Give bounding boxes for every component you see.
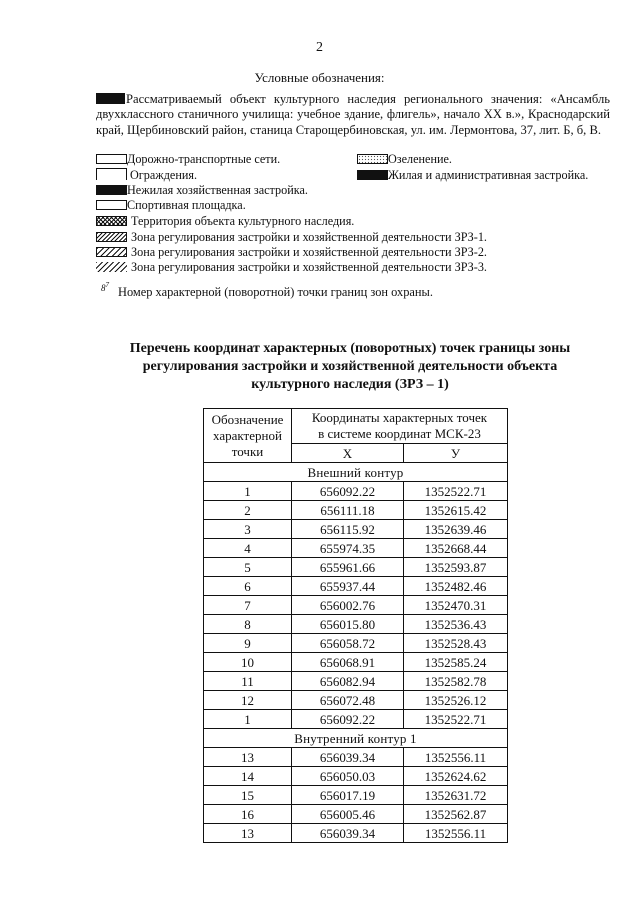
legend-item-zrz3 [96, 260, 487, 274]
residential-swatch-icon [357, 170, 388, 180]
y-coordinate-cell: 1352536.43 [404, 615, 508, 634]
header-point-cell: Обозначение характерной точки [204, 409, 292, 463]
legend-item-zrz1 [96, 230, 487, 244]
x-coordinate-cell: 656092.22 [292, 482, 404, 501]
point-number-cell: 13 [204, 748, 292, 767]
territory-swatch-icon [96, 216, 127, 226]
legend-label: Ограждения. [130, 168, 198, 182]
table-row [204, 520, 508, 539]
legend-label: Спортивная площадка. [127, 198, 246, 212]
point-number-cell: 1 [204, 482, 292, 501]
table-row [204, 501, 508, 520]
y-coordinate-cell: 1352585.24 [404, 653, 508, 672]
header-y: У [404, 444, 508, 463]
legend-item-nonresidential [96, 183, 308, 197]
point-number-cell: 12 [204, 691, 292, 710]
page-number: 2 [316, 40, 323, 55]
table-row [204, 558, 508, 577]
table-row [204, 824, 508, 843]
x-coordinate-cell: 656039.34 [292, 748, 404, 767]
inner-contour-section [204, 729, 508, 748]
legend-item-greenery [357, 152, 452, 166]
x-coordinate-cell: 656005.46 [292, 805, 404, 824]
y-coordinate-cell: 1352624.62 [404, 767, 508, 786]
x-coordinate-cell: 656050.03 [292, 767, 404, 786]
legend-item-territory [96, 214, 354, 228]
point-number-description: Номер характерной (поворотной) точки границ зон охраны. [118, 285, 433, 299]
x-coordinate-cell: 656015.80 [292, 615, 404, 634]
object-description: Рассматриваемый объект культурного наследия регионального значения: «Ансамбль двухклассного станичного училища: учебное здание, флигель», начало XX в.», Краснодарский край, Щербиновский район, станица Старощербиновская, ул. им. Лермонтова, 37, лит. Б, б, В. [96, 92, 610, 137]
y-coordinate-cell: 1352528.43 [404, 634, 508, 653]
point-number-cell: 4 [204, 539, 292, 558]
y-coordinate-cell: 1352526.12 [404, 691, 508, 710]
sports-swatch-icon [96, 200, 127, 210]
x-coordinate-cell: 656111.18 [292, 501, 404, 520]
legend-label: Дорожно-транспортные сети. [127, 152, 281, 166]
legend-item-residential [357, 168, 588, 182]
table-row [204, 805, 508, 824]
point-number-cell: 6 [204, 577, 292, 596]
point-number-cell: 1 [204, 710, 292, 729]
table-row [204, 539, 508, 558]
section-label: Внутренний контур 1 [204, 729, 508, 748]
table-row [204, 634, 508, 653]
table-row [204, 710, 508, 729]
x-coordinate-cell: 656058.72 [292, 634, 404, 653]
y-coordinate-cell: 1352556.11 [404, 748, 508, 767]
x-coordinate-cell: 656002.76 [292, 596, 404, 615]
table-row [204, 767, 508, 786]
zrz1-swatch-icon [96, 232, 127, 242]
y-coordinate-cell: 1352639.46 [404, 520, 508, 539]
legend-label: Озеленение. [388, 152, 452, 166]
y-coordinate-cell: 1352482.46 [404, 577, 508, 596]
heading-line-3: культурного наследия (ЗРЗ – 1) [251, 377, 449, 392]
legend-label: Территория объекта культурного наследия. [131, 214, 355, 228]
legend-title: Условные обозначения: [254, 70, 385, 85]
x-coordinate-cell: 656082.94 [292, 672, 404, 691]
roads-swatch-icon [96, 154, 127, 164]
point-number-cell: 8 [204, 615, 292, 634]
heading-line-2: регулирования застройки и хозяйственной деятельности объекта [142, 359, 558, 374]
legend-label: Нежилая хозяйственная застройка. [127, 183, 308, 197]
y-coordinate-cell: 1352522.71 [404, 710, 508, 729]
header-coords-cell: Координаты характерных точек в системе координат МСК-23 [292, 409, 508, 444]
x-coordinate-cell: 655937.44 [292, 577, 404, 596]
table-row [204, 691, 508, 710]
x-coordinate-cell: 655974.35 [292, 539, 404, 558]
zrz3-swatch-icon [96, 262, 127, 272]
legend-item-roads [96, 152, 280, 166]
coordinates-table [203, 408, 508, 843]
object-swatch-icon [96, 93, 125, 104]
legend-item-zrz2 [96, 245, 487, 259]
y-coordinate-cell: 1352593.87 [404, 558, 508, 577]
y-coordinate-cell: 1352522.71 [404, 482, 508, 501]
point-number-cell: 11 [204, 672, 292, 691]
zrz2-swatch-icon [96, 247, 127, 257]
outer-contour-section [204, 463, 508, 482]
table-row [204, 615, 508, 634]
y-coordinate-cell: 1352668.44 [404, 539, 508, 558]
nonresidential-swatch-icon [96, 185, 127, 195]
header-x: Х [292, 444, 404, 463]
point-number-cell: 3 [204, 520, 292, 539]
greenery-swatch-icon [357, 154, 388, 164]
legend-item-sports [96, 198, 246, 212]
legend-item-fences [96, 168, 197, 182]
heading-line-1: Перечень координат характерных (поворотных) точек границы зоны [129, 341, 571, 356]
table-row [204, 482, 508, 501]
y-coordinate-cell: 1352631.72 [404, 786, 508, 805]
x-coordinate-cell: 656068.91 [292, 653, 404, 672]
table-row [204, 653, 508, 672]
x-coordinate-cell: 656092.22 [292, 710, 404, 729]
legend-label: Жилая и административная застройка. [388, 168, 589, 182]
legend-label: Зона регулирования застройки и хозяйственной деятельности ЗРЗ-2. [131, 245, 487, 259]
legend-label: Зона регулирования застройки и хозяйственной деятельности ЗРЗ-3. [131, 260, 487, 274]
x-coordinate-cell: 656039.34 [292, 824, 404, 843]
y-coordinate-cell: 1352556.11 [404, 824, 508, 843]
y-coordinate-cell: 1352615.42 [404, 501, 508, 520]
section-label: Внешний контур [204, 463, 508, 482]
table-row [204, 596, 508, 615]
table-row [204, 577, 508, 596]
legend-object-entry [96, 92, 610, 138]
table-heading [100, 340, 600, 394]
legend-label: Зона регулирования застройки и хозяйственной деятельности ЗРЗ-1. [131, 230, 487, 244]
x-coordinate-cell: 655961.66 [292, 558, 404, 577]
point-number-cell: 2 [204, 501, 292, 520]
point-number-cell: 10 [204, 653, 292, 672]
y-coordinate-cell: 1352562.87 [404, 805, 508, 824]
point-number-cell: 15 [204, 786, 292, 805]
x-coordinate-cell: 656017.19 [292, 786, 404, 805]
table-row [204, 672, 508, 691]
fence-swatch-icon [96, 168, 127, 180]
point-number-icon: $8^7$ [101, 281, 109, 293]
x-coordinate-cell: 656072.48 [292, 691, 404, 710]
table-row [204, 748, 508, 767]
y-coordinate-cell: 1352582.78 [404, 672, 508, 691]
point-number-cell: 16 [204, 805, 292, 824]
point-number-cell: 5 [204, 558, 292, 577]
point-number-cell: 14 [204, 767, 292, 786]
point-number-cell: 9 [204, 634, 292, 653]
y-coordinate-cell: 1352470.31 [404, 596, 508, 615]
table-row [204, 786, 508, 805]
x-coordinate-cell: 656115.92 [292, 520, 404, 539]
point-number-cell: 7 [204, 596, 292, 615]
point-number-cell: 13 [204, 824, 292, 843]
